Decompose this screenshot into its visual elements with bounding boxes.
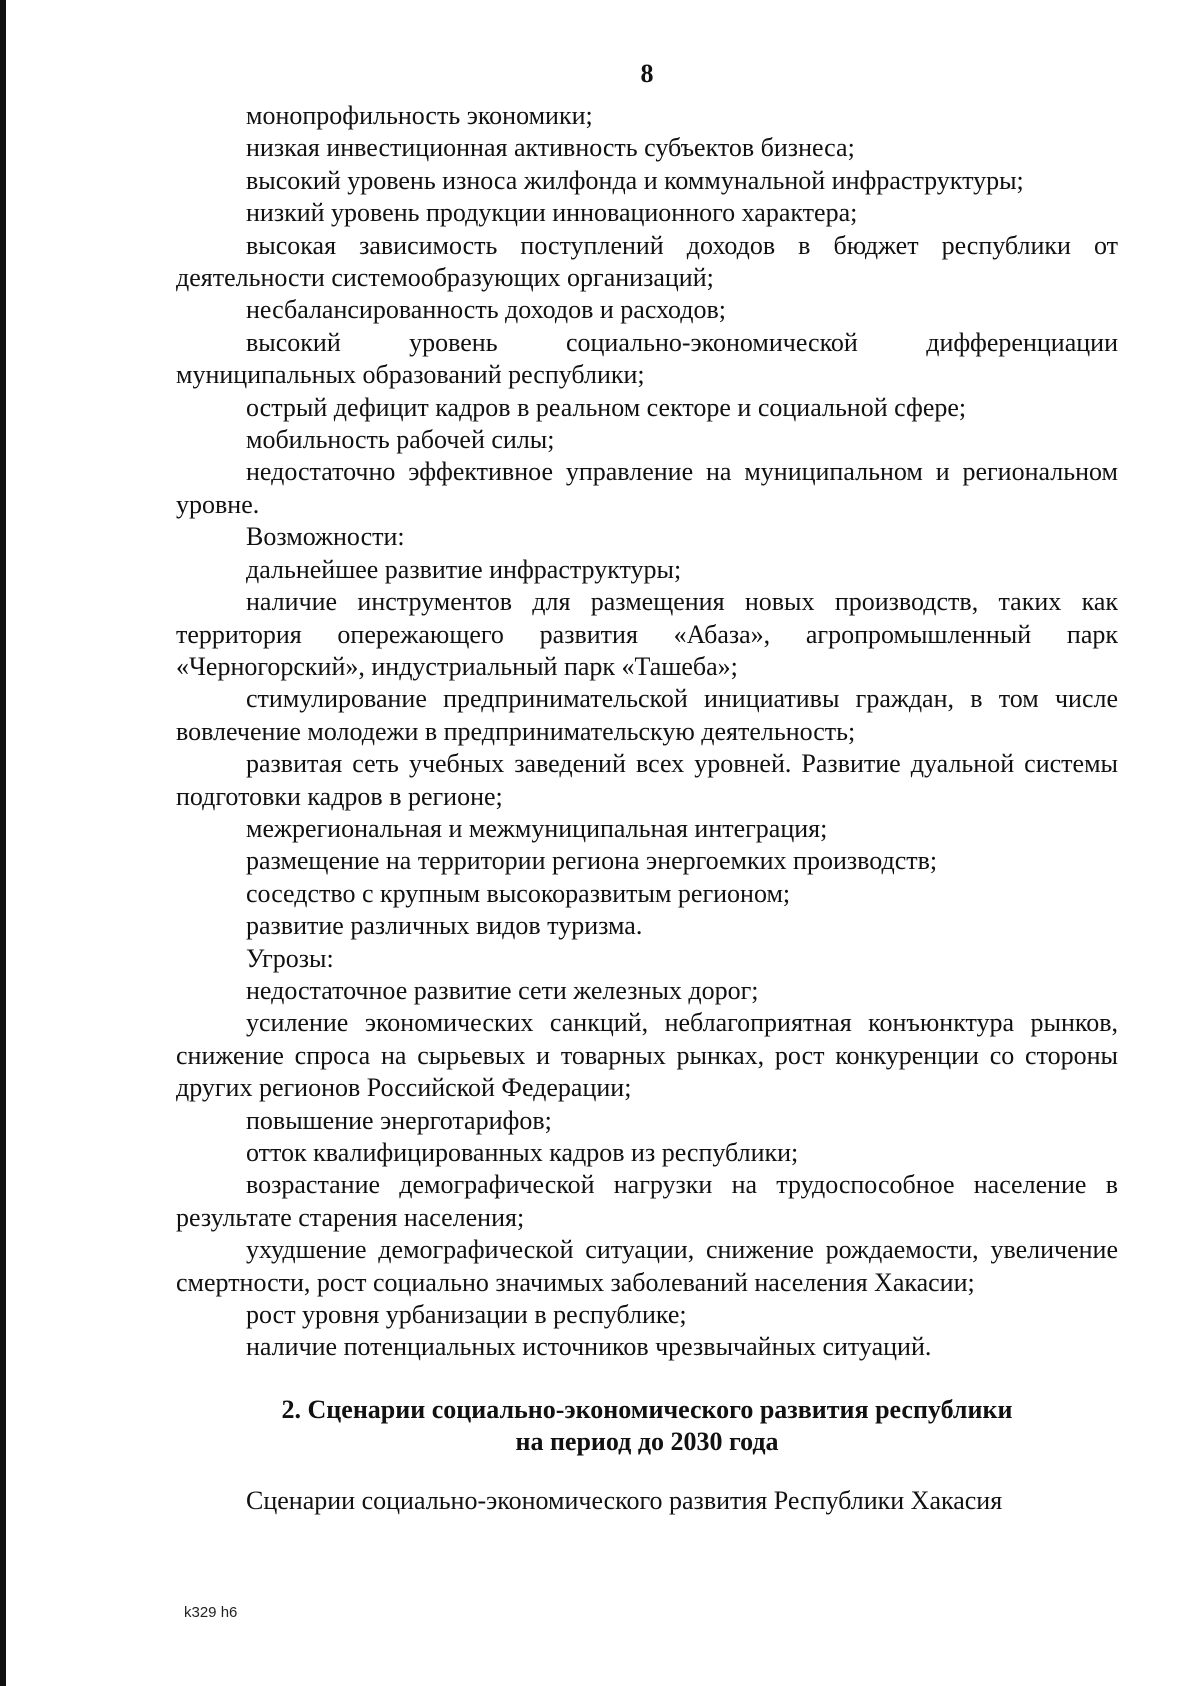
paragraph: острый дефицит кадров в реальном секторе и социальной сфере; bbox=[246, 392, 967, 422]
paragraph: недостаточное развитие сети железных дорог; bbox=[246, 975, 759, 1005]
paragraph: низкий уровень продукции инновационного характера; bbox=[246, 198, 858, 228]
paragraph: соседство с крупным высокоразвитым регионом; bbox=[246, 878, 791, 908]
section-heading-line: 2. Сценарии социально-экономического развития республики bbox=[281, 1394, 1013, 1424]
paragraph: стимулирование предпринимательской инициативы граждан, в том числе вовлечение молодежи в предпринимательскую деятельность; bbox=[176, 684, 1118, 746]
paragraph: повышение энерготарифов; bbox=[246, 1105, 552, 1135]
paragraph: недостаточно эффективное управление на муниципальном и региональном уровне. bbox=[176, 457, 1118, 519]
subsection-label-threats: Угрозы: bbox=[246, 943, 334, 973]
paragraph: отток квалифицированных кадров из республики; bbox=[246, 1138, 799, 1167]
paragraph: размещение на территории региона энергоемких производств; bbox=[246, 846, 938, 876]
document-body bbox=[176, 100, 1118, 1517]
paragraph: наличие потенциальных источников чрезвычайных ситуаций. bbox=[246, 1332, 932, 1362]
paragraph: высокий уровень социально-экономической дифференциации муниципальных образований республики; bbox=[176, 327, 1118, 390]
paragraph: ухудшение демографической ситуации, снижение рождаемости, увеличение смертности, рост социально значимых заболеваний населения Хакасии; bbox=[176, 1235, 1118, 1297]
subsection-label-opportunities: Возможности: bbox=[246, 522, 405, 552]
paragraph: несбалансированность доходов и расходов; bbox=[246, 295, 727, 325]
document-page bbox=[176, 0, 1118, 1686]
section-heading-line: на период до 2030 года bbox=[515, 1427, 779, 1457]
page-number: 8 bbox=[640, 59, 654, 88]
paragraph: мобильность рабочей силы; bbox=[246, 425, 555, 455]
paragraph: развитая сеть учебных заведений всех уровней. Развитие дуальной системы подготовки кадров в регионе; bbox=[176, 749, 1118, 811]
paragraph: межрегиональная и межмуниципальная интеграция; bbox=[246, 813, 828, 843]
paragraph: Сценарии социально-экономического развития Республики Хакасия bbox=[246, 1485, 1003, 1515]
footer-document-code: k329 h6 bbox=[184, 1604, 238, 1621]
paragraph: наличие инструментов для размещения новых производств, таких как территория опережающего развития «Абаза», агропромышленный парк «Черногорский», индустриальный парк «Ташеба»; bbox=[176, 587, 1118, 681]
scan-left-edge bbox=[0, 0, 6, 1686]
paragraph: высокий уровень износа жилфонда и коммунальной инфраструктуры; bbox=[246, 165, 1024, 195]
paragraph: развитие различных видов туризма. bbox=[246, 911, 643, 941]
paragraph: рост уровня урбанизации в республике; bbox=[246, 1300, 687, 1330]
paragraph: монопрофильность экономики; bbox=[246, 101, 593, 130]
paragraph: дальнейшее развитие инфраструктуры; bbox=[246, 554, 682, 584]
section-heading bbox=[176, 1394, 1118, 1459]
paragraph: возрастание демографической нагрузки на трудоспособное население в результате старения населения; bbox=[176, 1170, 1118, 1232]
paragraph: усиление экономических санкций, неблагоприятная конъюнктура рынков, снижение спроса на сырьевых и товарных рынках, рост конкуренции со стороны других регионов Российской Федерации; bbox=[176, 1008, 1118, 1103]
paragraph: низкая инвестиционная активность субъектов бизнеса; bbox=[246, 133, 855, 163]
paragraph: высокая зависимость поступлений доходов в бюджет республики от деятельности системообразующих организаций; bbox=[176, 230, 1118, 293]
